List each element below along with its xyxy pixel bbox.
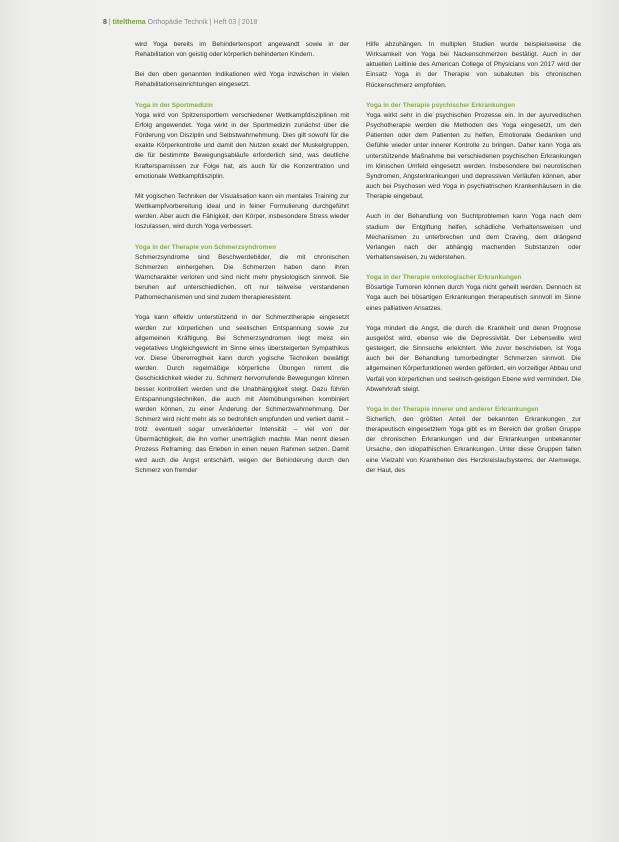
section-heading: Yoga in der Sportmedizin: [135, 101, 213, 109]
section-heading: Yoga in der Therapie von Schmerzsyndromen: [135, 243, 277, 251]
paragraph: Auch in der Behandlung von Suchtproblemen kann Yoga nach dem stadium der Entgiftung helfen, schädliche Verhaltensweisen und Mechanismen zu unterbrechen und dem Craving, dem drängend Verlangen nach der abhängig machenden Substanzen oder Verhaltensweisen, zu widerstehen.: [366, 213, 581, 261]
magazine-label: Orthopädie Technik | Heft 03 | 2018: [147, 19, 258, 26]
paragraph: Hilfe abzuhängen. In multiplen Studien wurde beispielsweise die Wirksamkeit von Yoga bei Nackenschmerzen bestätigt. Auch in der aktuellen Leitlinie des American College of Physicians von 2017 wird der Einsatz Yoga in der Therapie von subakuten bis chronischen Rückenschmerz empfohlen.: [366, 41, 581, 89]
section-heading: Yoga in der Therapie onkologischer Erkrankungen: [366, 274, 522, 282]
section-label: titelthema: [112, 19, 146, 26]
paragraph: Bösartige Tumoren können durch Yoga nicht geheilt werden. Dennoch ist Yoga auch bei bösartigen Erkrankungen therapeutisch sinnvoll im Sinne eines palliativen Ansatzes.: [366, 284, 581, 312]
section-heading: Yoga in der Therapie innerer und anderer Erkrankungen: [366, 405, 539, 413]
left-text-column: [135, 40, 349, 486]
paragraph: Sicherlich, den größten Anteil der bekannten Erkrankungen zur therapeutisch eingesetztem Yoga gibt es im Bereich der großen Gruppe der chronischen Erkrankungen und der Erkrankungen unbekannter Ursache, den idiopathischen Erkrankungen. Unter diese Gruppen fallen eine Vielzahl von Krankheiten des Herzkreislaufsystems, der Atemwege, der Haut, des: [366, 416, 581, 474]
right-text-column: [366, 40, 581, 486]
header-separator: |: [108, 19, 111, 26]
paragraph: Bei den oben genannten Indikationen wird Yoga inzwischen in vielen Rehabilitationseinrichtungen eingesetzt.: [135, 71, 349, 89]
paragraph: Yoga wird von Spitzensportlern verschiedener Wettkampfdisziplinen mit Erfolg angewendet. Yoga wirkt in der Sportmedizin zunächst über die Förderung von Disziplin und Selbstwahrnehmung. Dies gilt sowohl für die exakte Körperkontrolle und damit den Nutzen exakt der Muskelgruppen, die für bestimmte Bewegungsabläufe erforderlich sind, was deutliche Kraftersparnissen zur Folge hat, als auch für die Konzentration und emotionale Wettkampfdisziplin.: [135, 111, 349, 180]
paragraph: Mit yogischen Techniken der Visualisation kann ein mentales Training zur Wettkampfvorbereitung ideal und in feiner Formulierung durchgeführt werden. Aber auch die Fähigkeit, den Körper, insbesondere Stress wieder loszulassen, wird durch Yoga verbessert.: [135, 192, 349, 231]
page-number: 8: [103, 19, 107, 26]
paragraph: Yoga mindert die Angst, die durch die Krankheit und deren Prognose ausgelöst wird, ebenso wie die Depressivität. Der Lebenswille wird gesteigert, die Sinnsuche erleichtert. Wie zuvor beschrieben, ist Yoga auch bei der Behandlung tumorbedingter Schmerzen sinnvoll. Die allgemeinen Körperfunktionen werden gefördert, ein vorzeitiger Abbau und Verfall von körperlichen und seelisch-geistigen Ebene wird vermindert. Die Abwehrkraft steigt.: [366, 324, 581, 393]
paragraph: Yoga wirkt sehr in die psychischen Prozesse ein. In der ayurvedischen Psychotherapie werden die Methoden des Yoga eingesetzt, um den Patienten oder dem Patienten zu helfen, Emotionale Gedanken und Gefühle wieder unter innerer Kontrolle zu bringen. Daher kann Yoga als unterstützende Maßnahme bei verschiedenen psychischen Erkrankungen im klinischen Umfeld eingesetzt werden. Insbesondere bei neurotischen Syndromen, Angsterkrankungen und depressiven Verläufen können, aber auch bei Psychosen wird Yoga in psychiatrischen Krankenhäusern in die Therapie eingebaut.: [366, 111, 581, 201]
paragraph: Yoga kann effektiv unterstützend in der Schmerztherapie eingesetzt werden zur körperlichen und seelischen Entspannung sowie zur allgemeinen Kräftigung. Bei Schmerzsyndromen liegt meist ein vegetatives Ungleichgewicht im Sinne eines übersteigerten Sympathikus vor. Diese Übererregtheit kann durch yogische Techniken bewältigt werden. Durch regelmäßige körperliche Übungen nimmt die Geschicklichkeit wieder zu. Schmerz hervorrufende Bewegungen können besser kontrolliert werden und die Unabhängigkeit steigt. Dazu führen Entspannungstechniken, die auch mit Atemübungsreihen kombiniert werden können, zu einer Änderung der Schmerzwahrnehmung. Der Schmerz wird nicht mehr als so bedrohlich empfunden und verliert damit – trotz eventuell sogar unveränderter Intensität – viel von der Übermächtigkeit, die ihn vorher unerträglich machte. Man nennt diesen Prozess Reframing: das Erleben in einen neuen Rahmen setzen. Damit wird auch die Angst entschärft, wegen der Behinderung durch den Schmerz von fremder: [135, 314, 349, 474]
section-heading: Yoga in der Therapie psychischer Erkrankungen: [366, 101, 516, 109]
paragraph: Schmerzsyndrome sind Beschwerdebilder, die mit chronischen Schmerzen einhergehen. Die Schmerzen haben dann ihren Warncharakter verloren und sind nicht mehr physiologisch sinnvoll. Sie beruhen auf unterschiedlichen, oft nur teilweise verstandenen Pathomechanismen und sind zudem therapieresistent.: [135, 253, 349, 302]
running-header: [103, 19, 257, 26]
paragraph: wird Yoga bereits im Behindertensport angewandt sowie in der Rehabilitation von geistig oder körperlich behinderten Kindern.: [135, 41, 349, 59]
